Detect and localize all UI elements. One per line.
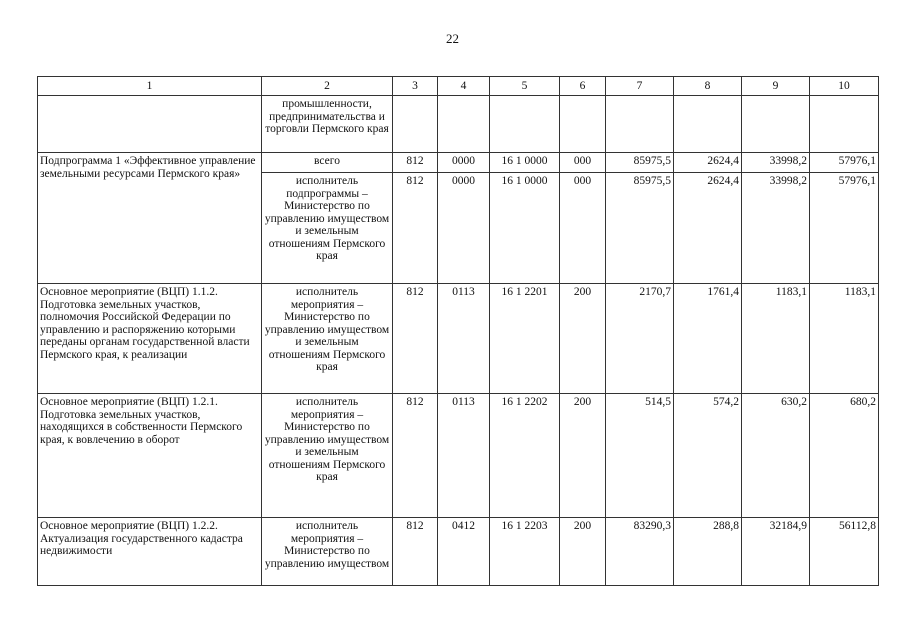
vr-cell: 200 [560,394,606,518]
value-cell: 574,2 [674,394,742,518]
value-cell: 83290,3 [606,518,674,586]
column-header: 5 [490,77,560,96]
table-row [38,394,879,518]
value-cell: 2170,7 [606,284,674,394]
value-cell: 56112,8 [810,518,879,586]
table-row [38,284,879,394]
column-header: 6 [560,77,606,96]
value-cell: 1183,1 [742,284,810,394]
value-cell: 85975,5 [606,153,674,173]
column-header: 2 [262,77,393,96]
value-cell: 680,2 [810,394,879,518]
csr-cell: 16 1 2202 [490,394,560,518]
activity-name-cell: Основное мероприятие (ВЦП) 1.2.1. Подготовка земельных участков, находящихся в собственности Пермского края, к вовлечению в оборот [38,394,262,518]
grbs-cell: 812 [393,284,438,394]
column-header: 8 [674,77,742,96]
value-cell: 85975,5 [606,173,674,284]
rzpr-cell: 0412 [438,518,490,586]
value-cell: 57976,1 [810,153,879,173]
column-header: 10 [810,77,879,96]
activity-name-cell: Основное мероприятие (ВЦП) 1.2.2. Актуализация государственного кадастра недвижимости [38,518,262,586]
page-number: 22 [446,31,459,46]
value-cell: 57976,1 [810,173,879,284]
responsible-cell: всего [262,153,393,173]
grbs-cell: 812 [393,173,438,284]
value-cell: 32184,9 [742,518,810,586]
budget-table [37,76,879,586]
column-header: 1 [38,77,262,96]
table-header-row [38,77,879,96]
responsible-cell: исполнитель подпрограммы – Министерство по управлению имуществом и земельным отношениям Пермского края [262,173,393,284]
csr-cell: 16 1 0000 [490,153,560,173]
value-cell: 1183,1 [810,284,879,394]
csr-cell: 16 1 2203 [490,518,560,586]
responsible-cell: промышленности, предпринимательства и торговли Пермского края [262,96,393,153]
csr-cell: 16 1 0000 [490,173,560,284]
activity-name-cell: Основное мероприятие (ВЦП) 1.1.2. Подготовка земельных участков, полномочия Российской Федерации по управлению и распоряжению которыми переданы органам государственной власти Пермского края, к реализации [38,284,262,394]
value-cell: 1761,4 [674,284,742,394]
vr-cell: 000 [560,153,606,173]
vr-cell: 200 [560,518,606,586]
table-row [38,153,879,173]
value-cell: 33998,2 [742,153,810,173]
rzpr-cell: 0113 [438,284,490,394]
table-row [38,518,879,586]
rzpr-cell: 0000 [438,153,490,173]
value-cell: 288,8 [674,518,742,586]
vr-cell: 200 [560,284,606,394]
table-row [38,96,879,153]
rzpr-cell: 0113 [438,394,490,518]
column-header: 3 [393,77,438,96]
column-header: 4 [438,77,490,96]
column-header: 7 [606,77,674,96]
responsible-cell: исполнитель мероприятия – Министерство по управлению имуществом и земельным отношениям Пермского края [262,394,393,518]
vr-cell: 000 [560,173,606,284]
value-cell: 514,5 [606,394,674,518]
grbs-cell: 812 [393,518,438,586]
grbs-cell: 812 [393,153,438,173]
row-name-cell [38,96,262,153]
value-cell: 2624,4 [674,153,742,173]
responsible-cell: исполнитель мероприятия – Министерство по управлению имуществом и земельным отношениям Пермского края [262,284,393,394]
responsible-cell: исполнитель мероприятия – Министерство по управлению имуществом [262,518,393,586]
column-header: 9 [742,77,810,96]
csr-cell: 16 1 2201 [490,284,560,394]
value-cell: 2624,4 [674,173,742,284]
rzpr-cell: 0000 [438,173,490,284]
subprogram-name-cell: Подпрограмма 1 «Эффективное управление земельными ресурсами Пермского края» [38,153,262,284]
value-cell: 33998,2 [742,173,810,284]
grbs-cell: 812 [393,394,438,518]
value-cell: 630,2 [742,394,810,518]
